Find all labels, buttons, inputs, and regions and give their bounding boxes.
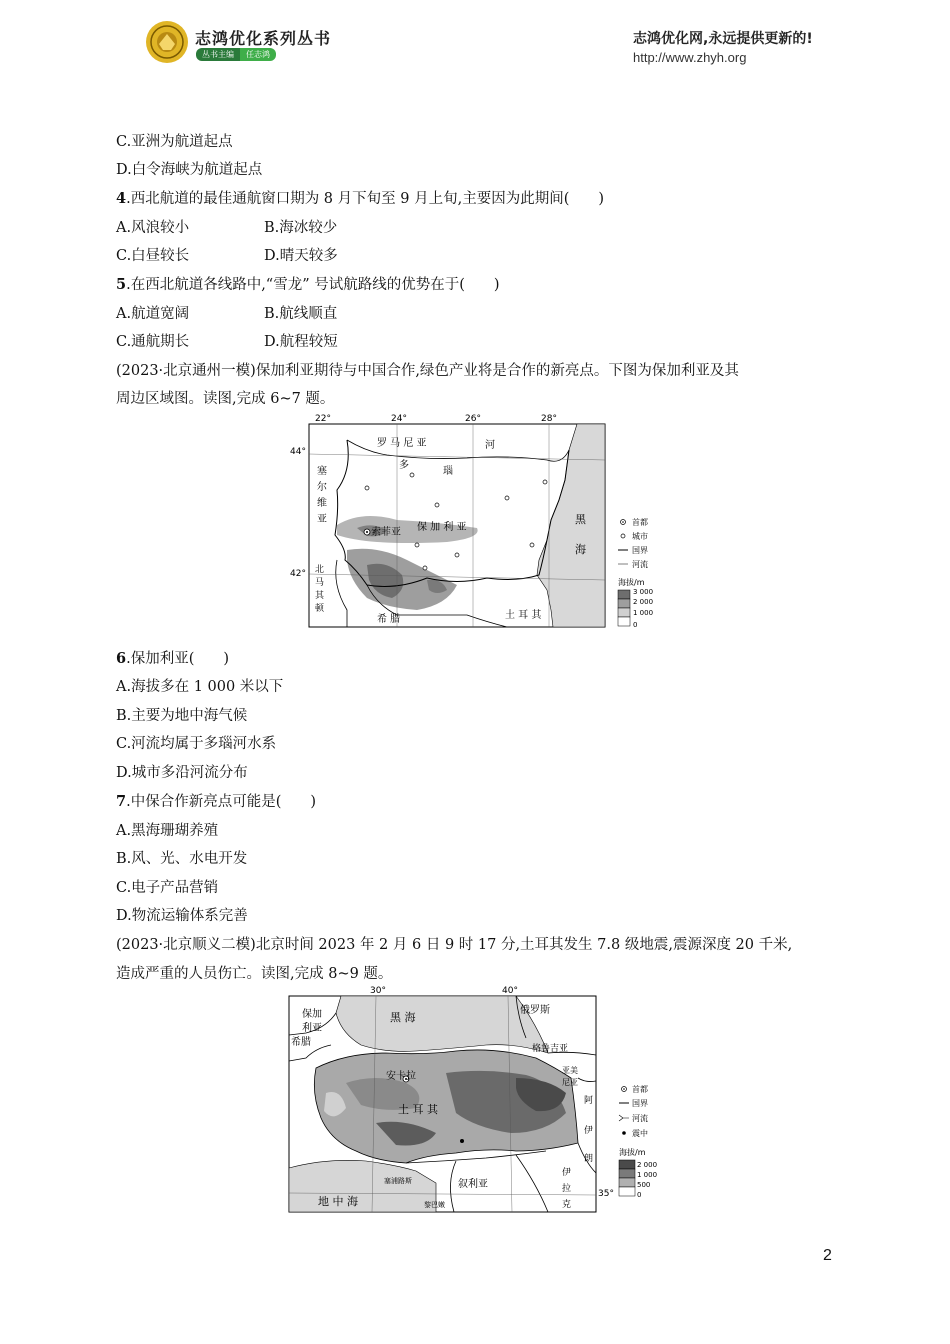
map2-label-turkey: 土 耳 其 — [398, 1103, 438, 1116]
map1-legend — [618, 517, 653, 629]
svg-text:500: 500 — [637, 1181, 651, 1189]
q5-number: 5 — [116, 276, 127, 293]
map2-legend-river-icon — [619, 1115, 629, 1121]
map1-lat-44: 44° — [290, 447, 306, 457]
svg-text:海: 海 — [575, 543, 586, 556]
q6-option-a: A.海拔多在 1 000 米以下 — [116, 679, 284, 695]
svg-text:拉: 拉 — [562, 1184, 572, 1194]
map2-label-black-sea: 黑 海 — [390, 1011, 416, 1024]
svg-text:黑: 黑 — [575, 513, 586, 526]
q5-stem — [116, 275, 500, 295]
svg-text:震中: 震中 — [632, 1129, 648, 1138]
intro2-line1: (2023·北京顺义二模)北京时间 2023 年 2 月 6 日 9 时 17 分,土耳其发生 7.8 级地震,震源深度 20 千米, — [116, 937, 793, 953]
map1-label-river-he: 河 — [485, 440, 495, 451]
svg-text:1 000: 1 000 — [633, 609, 654, 617]
map1-lon-28: 28° — [541, 414, 557, 424]
q7-number: 7 — [116, 793, 127, 810]
q7-option-a: A.黑海珊瑚养殖 — [116, 823, 219, 839]
page-header — [0, 0, 950, 80]
q5-option-b: B.航线顺直 — [264, 306, 338, 322]
svg-text:首都: 首都 — [632, 518, 648, 527]
turkey-region-map — [286, 983, 666, 1215]
series-title: 志鸿优化系列丛书 — [195, 29, 332, 48]
svg-text:亚: 亚 — [317, 514, 327, 525]
q5-option-a: A.航道宽阔 — [116, 306, 190, 322]
q5-text: .在西北航道各线路中,“雪龙” 号试航路线的优势在于( ) — [126, 277, 500, 293]
map1-label-danube: 多 — [399, 460, 409, 471]
svg-text:城市: 城市 — [632, 532, 648, 541]
svg-text:伊: 伊 — [562, 1168, 572, 1178]
map2-label-cyprus: 塞浦路斯 — [384, 1177, 412, 1185]
q4-option-b: B.海冰较少 — [264, 220, 338, 236]
q6-option-c: C.河流均属于多瑙河水系 — [116, 736, 277, 752]
svg-text:2 000: 2 000 — [633, 598, 654, 606]
map2-label-mediterranean: 地 中 海 — [318, 1195, 358, 1208]
svg-text:其: 其 — [315, 591, 325, 601]
q4-text: .西北航道的最佳通航窗口期为 8 月下旬至 9 月上旬,主要因为此期间( ) — [126, 191, 605, 207]
map2-lon-30: 30° — [370, 986, 386, 996]
map1-lon-26: 26° — [465, 414, 481, 424]
svg-text:国界: 国界 — [632, 1099, 648, 1108]
intro1-line2: 周边区域图。读图,完成 6~7 题。 — [116, 391, 335, 407]
map1-label-turkey: 土 耳 其 — [505, 610, 542, 621]
q7-stem — [116, 792, 316, 812]
svg-text:河流: 河流 — [632, 1114, 648, 1123]
map2-lon-40: 40° — [502, 986, 518, 996]
q6-option-d: D.城市多沿河流分布 — [116, 765, 248, 781]
q6-number: 6 — [116, 650, 127, 667]
svg-text:0: 0 — [637, 1191, 642, 1199]
map1-lat-42: 42° — [290, 569, 306, 579]
q7-text: .中保合作新亮点可能是( ) — [126, 794, 317, 810]
site-url[interactable]: http://www.zhyh.org — [633, 50, 747, 65]
book-series-seal-icon — [145, 20, 189, 64]
map1-legend-city-icon — [621, 534, 625, 538]
map2-label-georgia: 格鲁吉亚 — [532, 1044, 569, 1054]
q5-option-c: C.通航期长 — [116, 334, 190, 350]
q3-option-c: C.亚洲为航道起点 — [116, 134, 233, 150]
map2-lat-35: 35° — [598, 1189, 614, 1199]
svg-text:河流: 河流 — [632, 560, 648, 569]
page-number: 2 — [823, 1247, 832, 1264]
svg-text:马: 马 — [315, 578, 325, 588]
map2-label-russia: 俄罗斯 — [520, 1005, 550, 1016]
map1-lon-22: 22° — [315, 414, 331, 424]
map2-label-capital: 安卡拉 — [386, 1071, 416, 1082]
q6-option-b: B.主要为地中海气候 — [116, 708, 248, 724]
q6-text: .保加利亚( ) — [126, 651, 230, 667]
svg-text:塞: 塞 — [317, 466, 327, 477]
svg-text:朗: 朗 — [584, 1154, 594, 1164]
map2-label-greece: 希腊 — [291, 1037, 311, 1048]
q4-number: 4 — [116, 190, 127, 207]
editor-name: 任志鸿 — [240, 48, 276, 61]
svg-text:伊: 伊 — [584, 1126, 594, 1136]
svg-text:2 000: 2 000 — [637, 1161, 658, 1169]
bulgaria-region-map — [290, 410, 663, 632]
map2-label-syria: 叙利亚 — [458, 1179, 488, 1190]
svg-text:国界: 国界 — [632, 546, 648, 555]
q5-option-d: D.航程较短 — [264, 334, 338, 350]
site-slogan: 志鸿优化网,永远提供更新的! — [633, 31, 813, 47]
q4-option-c: C.白昼较长 — [116, 248, 190, 264]
svg-text:尔: 尔 — [317, 482, 327, 493]
map2-legend-epicenter-icon — [622, 1131, 626, 1135]
svg-text:维: 维 — [317, 498, 327, 509]
svg-text:1 000: 1 000 — [637, 1171, 658, 1179]
q4-stem — [116, 189, 604, 209]
map2-epicenter-icon — [460, 1139, 464, 1143]
map2-black-sea — [336, 996, 548, 1053]
svg-text:保加: 保加 — [302, 1009, 322, 1020]
svg-text:顿: 顿 — [315, 604, 325, 614]
q4-option-a: A.风浪较小 — [116, 220, 190, 236]
map1-label-bulgaria: 保 加 利 亚 — [417, 522, 467, 533]
map2-label-lebanon: 黎巴嫩 — [424, 1201, 445, 1209]
intro1-line1: (2023·北京通州一模)保加利亚期待与中国合作,绿色产业将是合作的新亮点。下图为保加利亚及其 — [116, 363, 739, 379]
q7-option-d: D.物流运输体系完善 — [116, 908, 248, 924]
svg-text:0: 0 — [633, 621, 638, 629]
q7-option-c: C.电子产品营销 — [116, 880, 219, 896]
map2-legend — [619, 1084, 657, 1199]
map2-label-azerbaijan: 阿 — [584, 1096, 594, 1106]
svg-text:首都: 首都 — [632, 1085, 648, 1094]
map1-lon-24: 24° — [391, 414, 407, 424]
svg-text:亚美: 亚美 — [562, 1066, 578, 1075]
q4-option-d: D.晴天较多 — [264, 248, 338, 264]
svg-text:海拔/m: 海拔/m — [619, 1148, 646, 1157]
map1-label-romania: 罗 马 尼 亚 — [377, 438, 427, 449]
svg-text:尼亚: 尼亚 — [562, 1078, 578, 1087]
svg-text:克: 克 — [562, 1200, 572, 1210]
q6-stem — [116, 649, 229, 669]
svg-text:利亚: 利亚 — [302, 1023, 322, 1034]
editor-label: 丛书主编 — [196, 48, 240, 61]
intro2-line2: 造成严重的人员伤亡。读图,完成 8~9 题。 — [116, 966, 393, 982]
svg-text:3 000: 3 000 — [633, 588, 654, 596]
q7-option-b: B.风、光、水电开发 — [116, 851, 248, 867]
q3-option-d: D.白令海峡为航道起点 — [116, 162, 263, 178]
map2-label-iraq — [562, 1166, 571, 1210]
map1-label-danube2: 瑙 — [443, 466, 453, 477]
editor-tag — [196, 48, 276, 61]
svg-text:海拔/m: 海拔/m — [618, 578, 645, 587]
map1-label-greece: 希 腊 — [377, 614, 401, 625]
map1-label-capital: 索菲亚 — [371, 527, 401, 538]
svg-text:北: 北 — [315, 565, 325, 575]
